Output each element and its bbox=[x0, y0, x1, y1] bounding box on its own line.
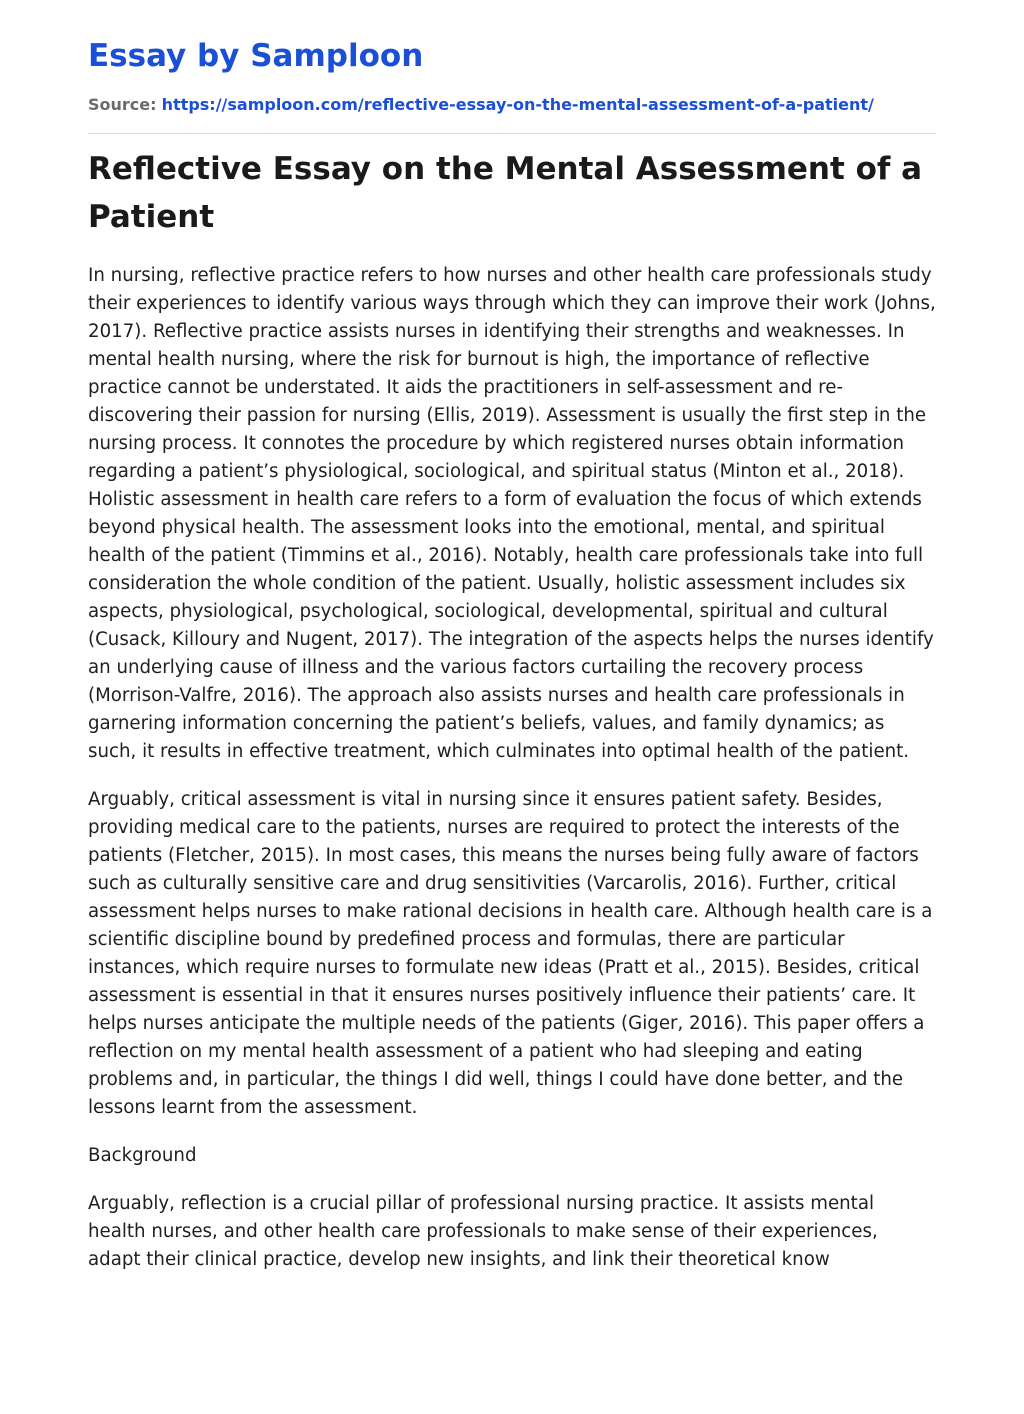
essay-paragraph-intro: In nursing, reflective practice refers to how nurses and other health care professionals study their experiences to identify various ways through which they can improve their work (Johns, 2017). Reflective practice assists nurses in identifying their strengths and weaknesses. In mental health nursing, where the risk for burnout is high, the importance of reflective practice cannot be understated. It aids the practitioners in self-assessment and re-discovering their passion for nursing (Ellis, 2019). Assessment is usually the first step in the nursing process. It connotes the procedure by which registered nurses obtain information regarding a patient’s physiological, sociological, and spiritual status (Minton et al., 2018). Holistic assessment in health care refers to a form of evaluation the focus of which extends beyond physical health. The assessment looks into the emotional, mental, and spiritual health of the patient (Timmins et al., 2016). Notably, health care professionals take into full consideration the whole condition of the patient. Usually, holistic assessment includes six aspects, physiological, psychological, sociological, developmental, spiritual and cultural (Cusack, Killoury and Nugent, 2017). The integration of the aspects helps the nurses identify an underlying cause of illness and the various factors curtailing the recovery process (Morrison-Valfre, 2016). The approach also assists nurses and health care professionals in garnering information concerning the patient’s beliefs, values, and family dynamics; as such, it results in effective treatment, which culminates into optimal health of the patient. bbox=[88, 265, 936, 762]
source-link[interactable]: https://samploon.com/reflective-essay-on-the-mental-assessment-of-a-patient/ bbox=[161, 95, 874, 114]
essay-title: Reflective Essay on the Mental Assessment of a Patient bbox=[88, 151, 923, 235]
essay-paragraph-critical-assessment: Arguably, critical assessment is vital in nursing since it ensures patient safety. Besides, providing medical care to the patients, nurses are required to protect the interests of the patients (Fletcher, 2015). In most cases, this means the nurses being fully aware of factors such as culturally sensitive care and drug sensitivities (Varcarolis, 2016). Further, critical assessment helps nurses to make rational decisions in health care. Although health care is a scientific discipline bound by predefined process and formulas, there are particular instances, which require nurses to formulate new ideas (Pratt et al., 2015). Besides, critical assessment is essential in that it ensures nurses positively influence their patients’ care. It helps nurses anticipate the multiple needs of the patients (Giger, 2016). This paper offers a reflection on my mental health assessment of a patient who had sleeping and eating problems and, in particular, the things I did well, things I could have done better, and the lessons learnt from the assessment. bbox=[88, 789, 933, 1118]
site-brand[interactable]: Essay by Samploon bbox=[88, 38, 424, 74]
source-label: Source: bbox=[88, 95, 157, 114]
section-heading-background: Background bbox=[88, 1145, 197, 1166]
essay-body bbox=[88, 262, 936, 1274]
source-line bbox=[88, 94, 936, 116]
header-divider bbox=[88, 133, 936, 134]
essay-page bbox=[88, 0, 936, 1274]
essay-paragraph-background: Arguably, reflection is a crucial pillar of professional nursing practice. It assists mental health nurses, and other health care professionals to make sense of their experiences, adapt their clinical practice, develop new insights, and link their theoretical know bbox=[88, 1193, 878, 1270]
